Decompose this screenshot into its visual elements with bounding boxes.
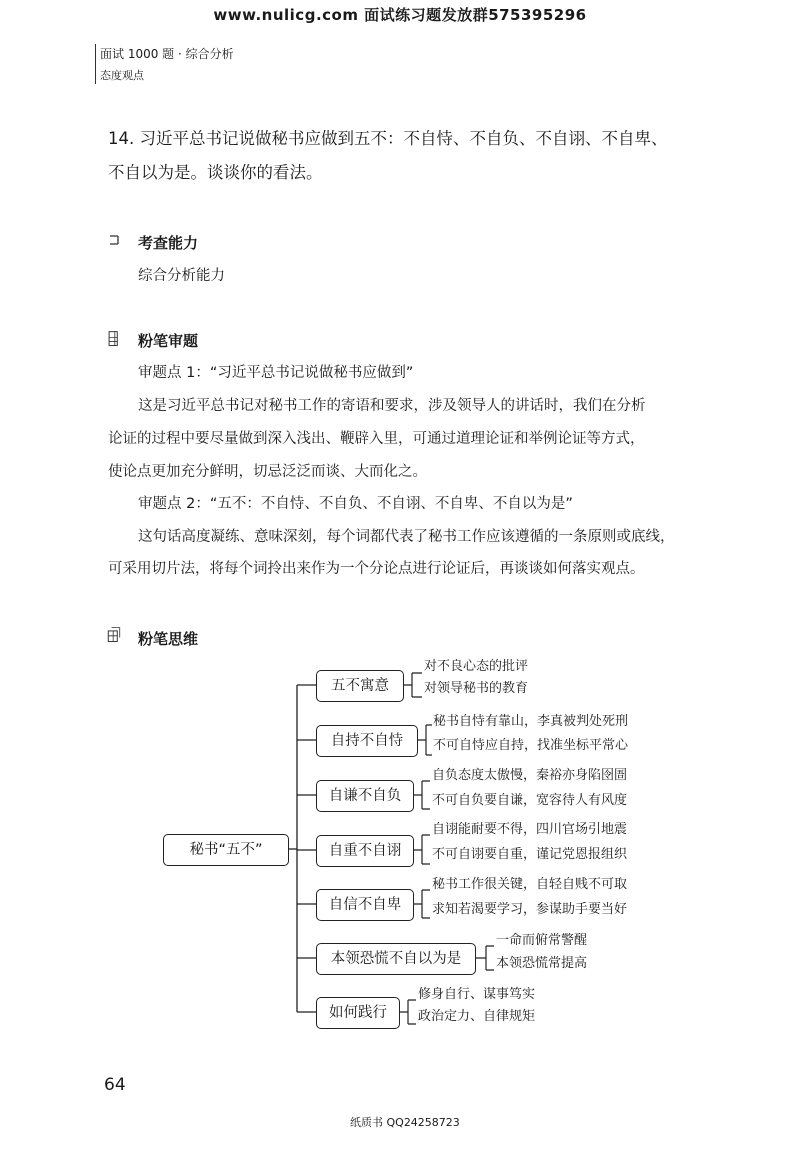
leaf-text: 不可自恃应自持，找准坐标平常心	[433, 738, 629, 753]
branch-node: 自信不自卑	[316, 889, 414, 921]
review-section-title: 粉笔审题	[138, 332, 199, 350]
branch-node: 本领恐慌不自以为是	[316, 943, 476, 975]
page-number: 64	[104, 1075, 126, 1095]
footer-text: 纸质书 QQ24258723	[350, 1116, 460, 1129]
leaf-text: 修身自行、谋事笃实	[418, 987, 536, 1002]
branch-node: 自持不自恃	[316, 725, 418, 757]
review-point-2-line: 这句话高度凝练、意味深刻，每个词都代表了秘书工作应该遵循的一条原则或底线，	[138, 529, 675, 545]
leaf-text: 秘书自恃有靠山，李真被判处死刑	[433, 714, 629, 729]
chapter-label: 态度观点	[100, 69, 144, 82]
review-point-1-title: 审题点 1：“习近平总书记说做秘书应做到”	[138, 365, 414, 381]
leaf-text: 不可自诩要自重，谨记党恩报组织	[432, 847, 628, 862]
review-point-1-line: 使论点更加充分鲜明，切忌泛泛而谈、大而化之。	[108, 464, 427, 480]
ability-content: 综合分析能力	[138, 268, 225, 284]
leaf-text: 本领恐慌常提高	[496, 956, 588, 971]
leaf-text: 对不良心态的批评	[424, 659, 529, 674]
leaf-text: 秘书工作很关键，自轻自贱不可取	[432, 877, 628, 892]
review-point-2-line: 可采用切片法，将每个词拎出来作为一个分论点进行论证后，再谈谈如何落实观点。	[108, 561, 645, 577]
leaf-text: 对领导秘书的教育	[424, 681, 529, 696]
leaf-text: 自诩能耐要不得，四川官场引地震	[432, 822, 628, 837]
branch-node: 自重不自诩	[316, 835, 414, 867]
leaf-text: 不可自负要自谦，宽容待人有风度	[432, 793, 628, 808]
leaf-text: 政治定力、自律规矩	[418, 1009, 536, 1024]
review-point-1-line: 这是习近平总书记对秘书工作的寄语和要求，涉及领导人的讲话时，我们在分析	[138, 398, 646, 414]
thinking-section-title: 粉笔思维	[138, 630, 199, 648]
leaf-text: 求知若渴要学习，参谋助手要当好	[432, 902, 628, 917]
review-point-2-title: 审题点 2：“五不：不自恃、不自负、不自诩、不自卑、不自以为是”	[138, 496, 573, 512]
question-line-2: 不自以为是。谈谈你的看法。	[108, 163, 323, 182]
branch-node: 自谦不自负	[316, 780, 414, 812]
mind-map-root: 秘书“五不”	[163, 834, 289, 866]
leaf-text: 自负态度太傲慢，秦裕亦身陷囹圄	[432, 768, 628, 783]
question-line-1: 14. 习近平总书记说做秘书应做到五不：不自恃、不自负、不自诩、不自卑、	[108, 129, 668, 148]
branch-node: 如何践行	[316, 997, 400, 1029]
ability-section-title: 考查能力	[138, 234, 199, 252]
review-point-1-line: 论证的过程中要尽量做到深入浅出、鞭辟入里，可通过道理论证和举例论证等方式，	[108, 431, 645, 447]
book-title: 面试 1000 题 · 综合分析	[100, 47, 234, 61]
leaf-text: 一命而俯常警醒	[496, 933, 588, 948]
watermark-text: www.nulicg.com 面试练习题发放群575395296	[213, 6, 587, 24]
branch-node: 五不寓意	[316, 670, 404, 702]
